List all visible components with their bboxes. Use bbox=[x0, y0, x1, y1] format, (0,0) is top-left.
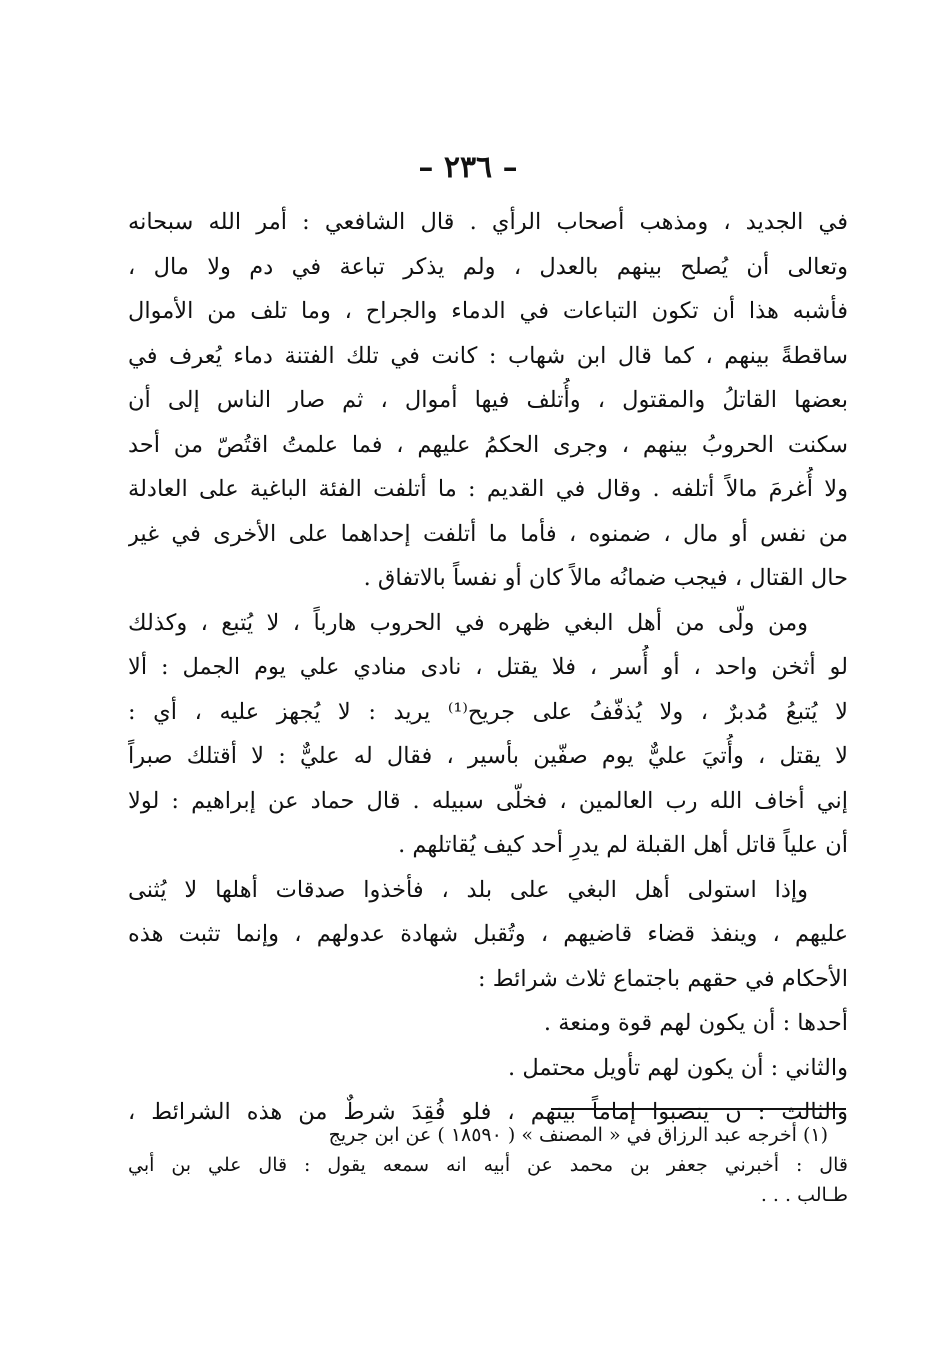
text-line: سكنت الحروبُ بينهم ، وجرى الحكمُ عليهم ، فما علمتُ اقتُصّ من أحد bbox=[128, 431, 848, 458]
text-line: وإذا استولى أهل البغي على بلد ، فأخذوا صدقات أهلها لا يُثنى bbox=[128, 876, 808, 903]
main-text bbox=[128, 200, 848, 1135]
text-line: حال القتال ، فيجب ضمانُه مالاً كان أو نفساً بالاتفاق . bbox=[363, 565, 848, 591]
text-line: في الجديد ، ومذهب أصحاب الرأي . قال الشافعي : أمر الله سبحانه bbox=[128, 209, 848, 235]
footnote-line: قال : أخبرني جعفر بن محمد عن أبيه انه سمعه يقول : قال علي بن أبي bbox=[128, 1154, 848, 1176]
condition-item: والثالث : ن ينصبوا إماماً بينهم ، فلو فُقِدَ شرطٌ من هذه الشرائط ، bbox=[128, 1099, 848, 1125]
footnote-line: طـالب . . . bbox=[760, 1184, 848, 1206]
text-line: لا يُتبعُ مُدبرٌ ، ولا يُذفّفُ على جريح⁽¹⁾ يريد : لا يُجهز عليه ، أي : bbox=[128, 698, 848, 725]
text-line: لا يقتل ، وأُتيَ عليٌّ يوم صفّين بأسير ، فقال له عليٌّ : لا أقتلك صبراً bbox=[128, 743, 848, 769]
condition-item: أحدها : أن يكون لهم قوة ومنعة . bbox=[543, 1010, 848, 1036]
text-line: لو أثخن واحد ، أو أُسر ، فلا يقتل ، نادى منادي علي يوم الجمل : ألا bbox=[128, 654, 848, 680]
text-line: ومن ولّى من أهل البغي ظهره في الحروب هارباً ، لا يُتبع ، وكذلك bbox=[128, 609, 808, 636]
text-line: من نفس أو مال ، ضمنوه ، فأما ما أتلفت إحداهما على الأخرى في غير bbox=[128, 520, 848, 547]
text-line: بعضها القاتلُ والمقتول ، وأُتلف فيها أموال ، ثم صار الناس إلى أن bbox=[128, 387, 848, 413]
text-line: أن علياً قاتل أهل القبلة لم يدرِ أحد كيف يُقاتلهم . bbox=[398, 832, 848, 858]
text-line: ولا أُغرمَ مالاً أتلفه . وقال في القديم : ما أتلفت الفئة الباغية على العادلة bbox=[128, 476, 848, 502]
footnote-line: (١) أخرجه عبد الرزاق في « المصنف » ( ١٨٥٩٠ ) عن ابن جريج bbox=[328, 1124, 828, 1146]
text-line: عليهم ، وينفذ قضاء قاضيهم ، وتُقبل شهادة عدولهم ، وإنما تثبت هذه bbox=[128, 921, 848, 947]
condition-item: والثاني : أن يكون لهم تأويل محتمل . bbox=[508, 1054, 848, 1081]
text-line: وتعالى أن يُصلح بينهم بالعدل ، ولم يذكر تباعة في دم ولا مال ، bbox=[128, 253, 848, 280]
footnotes bbox=[128, 1120, 848, 1210]
page-number: – ٢٣٦ – bbox=[418, 150, 518, 185]
footnote-divider bbox=[551, 1108, 846, 1110]
text-line: الأحكام في حقهم باجتماع ثلاث شرائط : bbox=[478, 965, 848, 992]
text-line: إني أخاف الله رب العالمين ، فخلّى سبيله . قال حماد عن إبراهيم : لولا bbox=[128, 787, 848, 814]
text-line: ساقطةً بينهم ، كما قال ابن شهاب : كانت في تلك الفتنة دماء يُعرف في bbox=[128, 342, 848, 369]
text-line: فأشبه هذا أن تكون التباعات في الدماء والجراح ، وما تلف من الأموال bbox=[128, 298, 848, 324]
